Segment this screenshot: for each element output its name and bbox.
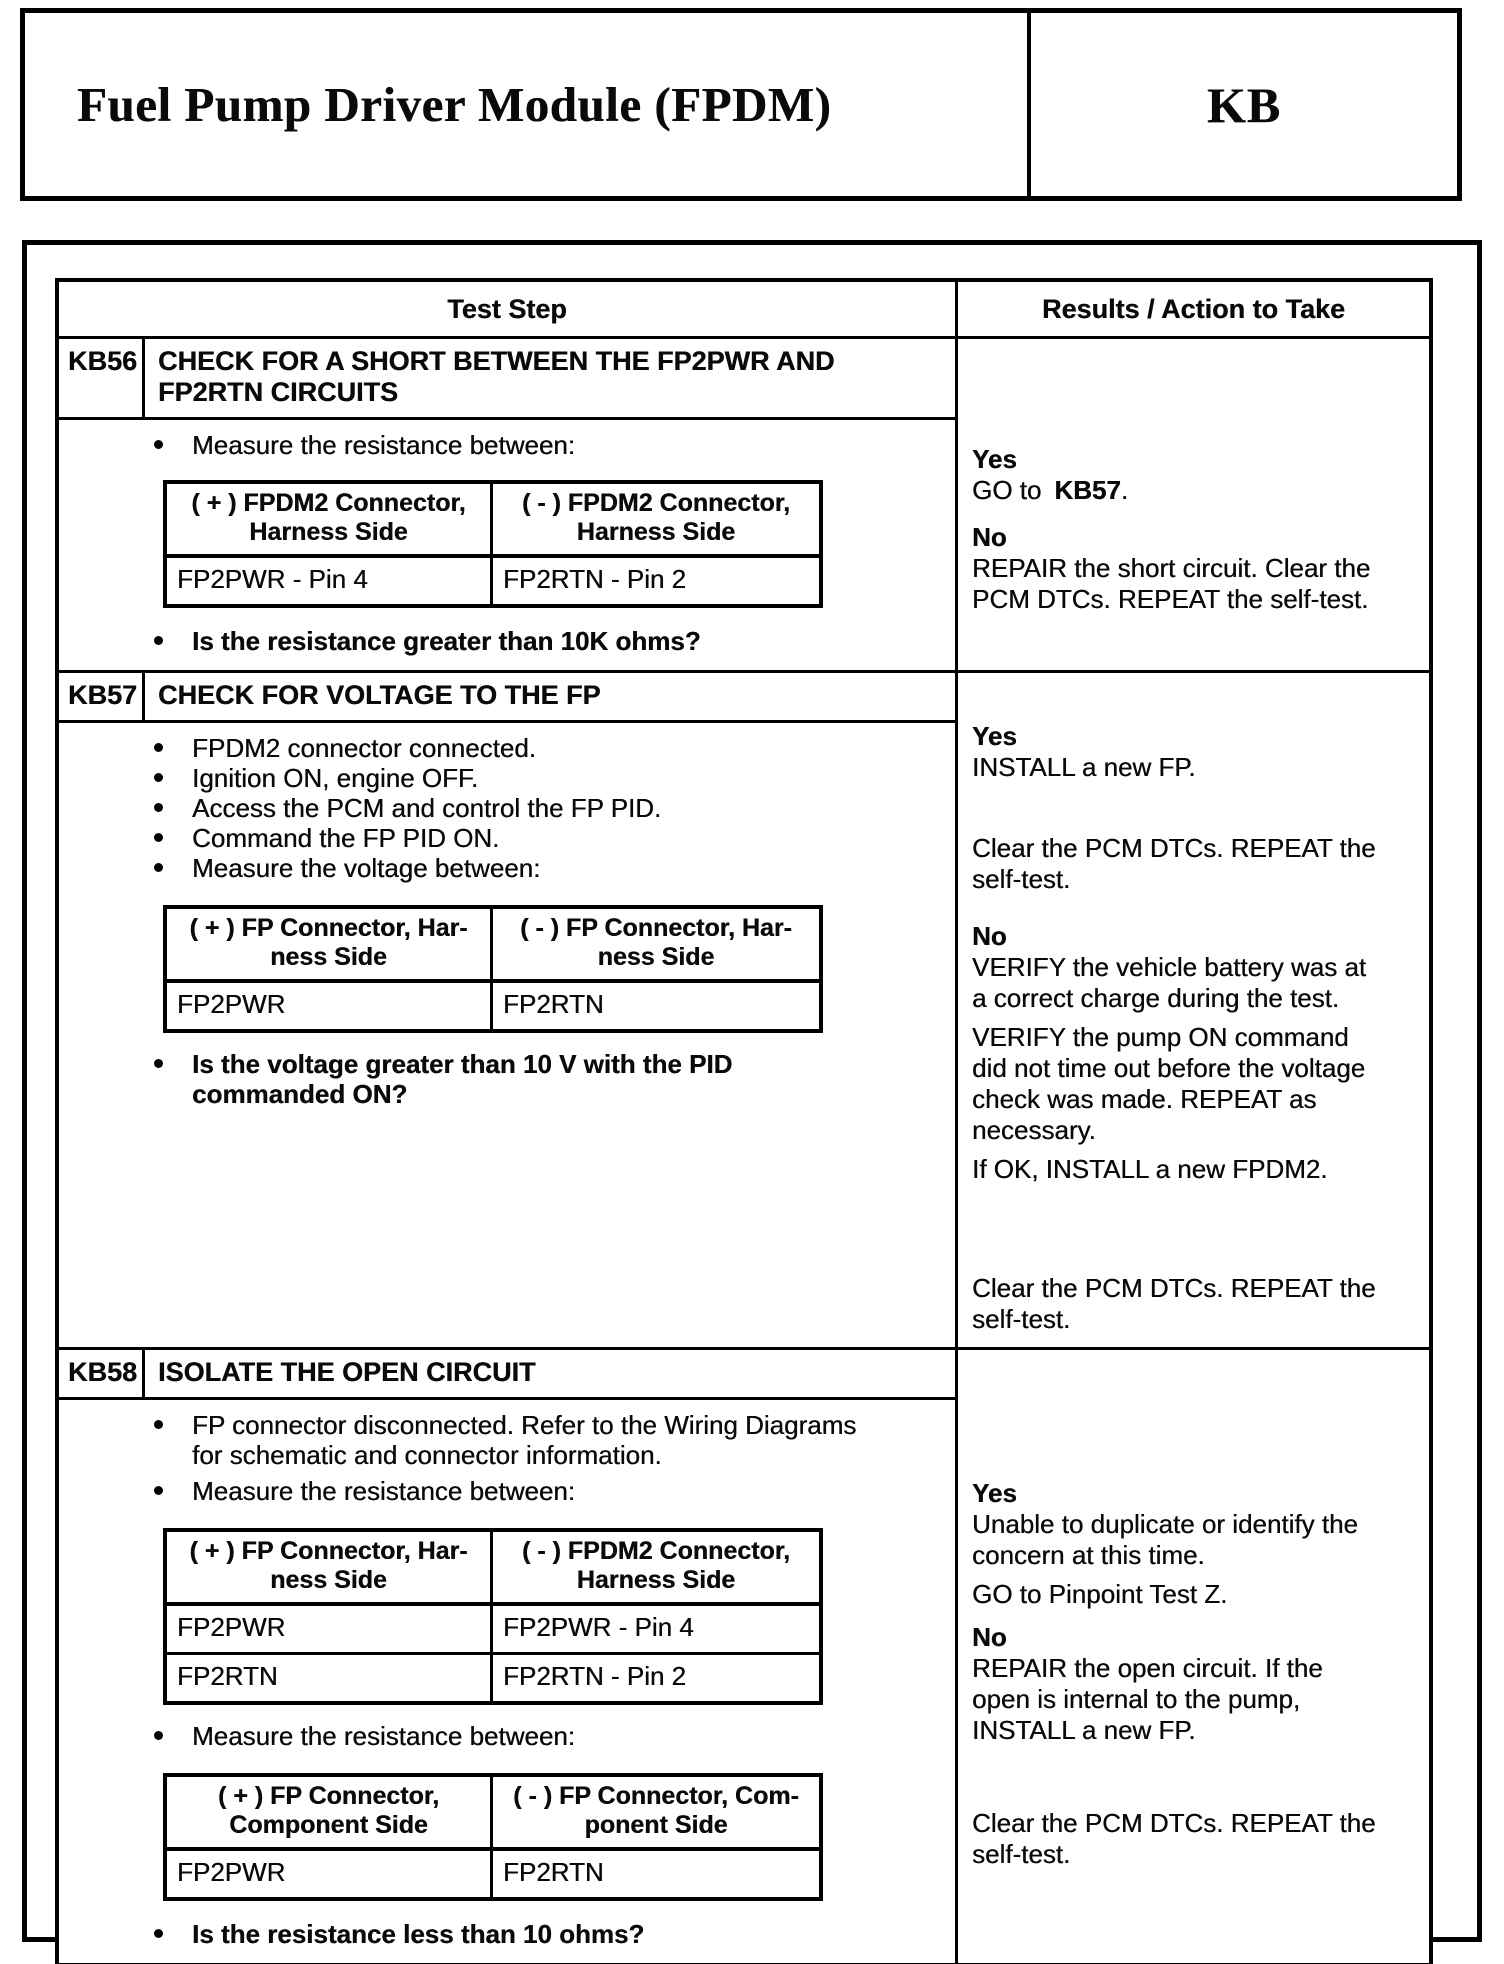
yes-label: Yes [972,721,1017,751]
test-step-cell-kb58 [59,1350,958,1963]
header-line: ponent Side [584,1811,728,1839]
connector-table-data-cell: FP2PWR - Pin 4 [503,1612,694,1642]
header-line: ness Side [270,1566,387,1594]
step-title-row [59,673,955,723]
connector-table-header-cell [167,484,493,554]
bullet-item [59,1410,955,1470]
question-item [59,1049,955,1109]
bullet-text: Access the PCM and control the FP PID. [192,793,662,823]
step-title-line: ISOLATE THE OPEN CIRCUIT [158,1357,536,1387]
header-line: ( + ) FP Connector, [217,1782,440,1810]
step-title-row [59,1350,955,1400]
step-id: KB56 [59,339,145,417]
pinpoint-test-table [55,278,1433,1964]
result-line: self-test. [972,1839,1071,1869]
connector-table [163,480,823,608]
connector-table-header-row [167,1777,819,1851]
connector-table-data-row [167,1652,819,1701]
question-item [59,1919,955,1949]
bullet-text: Measure the resistance between: [192,1476,575,1506]
result-line: did not time out before the voltage [972,1053,1366,1083]
header-line: ness Side [270,943,387,971]
step-row-kb56 [59,339,1429,673]
connector-table-data-cell: FP2RTN - Pin 2 [503,1661,687,1691]
header-line: ( - ) FPDM2 Connector, [521,489,791,517]
step-row-kb57 [59,673,1429,1350]
question-line: commanded ON? [192,1079,408,1109]
result-line: VERIFY the vehicle battery was at [972,952,1367,982]
bullet-text: Measure the resistance between: [192,1721,575,1751]
step-title-line: CHECK FOR VOLTAGE TO THE FP [158,680,601,710]
page-header-box [20,8,1462,201]
result-line: necessary. [972,1115,1096,1145]
results-cell-kb58 [958,1350,1429,1963]
step-title-line: FP2RTN CIRCUITS [158,377,399,407]
step-title [145,339,845,417]
bullet-item [59,793,955,823]
results-cell-kb57 [958,673,1429,1347]
step-row-kb58 [59,1350,1429,1963]
no-label: No [972,921,1007,951]
connector-table-data-cell: FP2RTN - Pin 2 [503,564,687,594]
connector-table [163,905,823,1033]
result-line: VERIFY the pump ON command [972,1022,1349,1052]
result-paragraph [972,1653,1421,1746]
result-line: Clear the PCM DTCs. REPEAT the [972,1808,1376,1838]
connector-table-data-cell: FP2RTN [503,989,604,1019]
pinpoint-test-code: KB [1206,76,1282,133]
result-line: INSTALL a new FP. [972,752,1196,782]
page-title: Fuel Pump Driver Module (FPDM) [77,77,832,132]
yes-label: Yes [972,1478,1017,1508]
goto-suffix: . [1120,475,1129,505]
header-line: ( + ) FP Connector, Har- [189,914,468,942]
question-text: Is the resistance greater than 10K ohms? [192,626,701,656]
bullet-icon [154,743,163,752]
connector-table-data-row [167,1606,819,1652]
bullet-text: Measure the resistance between: [192,430,575,460]
connector-table-data-cell: FP2PWR [167,983,493,1029]
bullet-text: Command the FP PID ON. [192,823,500,853]
connector-table-header-cell [167,909,493,979]
bullet-icon [154,440,163,449]
bullet-icon [154,833,163,842]
bullet-item [59,823,955,853]
step-title-line: CHECK FOR A SHORT BETWEEN THE FP2PWR AND [158,346,835,376]
result-line: REPAIR the short circuit. Clear the [972,553,1371,583]
bullet-icon [154,1731,163,1740]
results-cell-kb56 [958,339,1429,670]
header-code-cell [1027,13,1457,196]
bullet-icon [154,773,163,782]
step-body [59,723,955,1123]
connector-table-data-cell: FP2RTN [167,1655,493,1701]
header-line: ( - ) FPDM2 Connector, [521,1537,791,1565]
connector-table-header-cell [493,484,819,554]
procedure-box [22,240,1482,1949]
yes-label: Yes [972,444,1017,474]
bullet-icon [154,1420,163,1429]
bullet-icon [154,1486,163,1495]
step-title-row [59,339,955,420]
result-line: Unable to duplicate or identify the [972,1509,1358,1539]
result-line: check was made. REPEAT as [972,1084,1317,1114]
connector-table [163,1773,823,1901]
question-text: Is the resistance less than 10 ohms? [192,1919,645,1949]
header-line: Component Side [229,1811,428,1839]
test-step-cell-kb57 [59,673,958,1347]
question-text [192,1049,955,1109]
results-column-header: Results / Action to Take [1041,294,1346,324]
bullet-text [192,1410,955,1470]
result-line: Clear the PCM DTCs. REPEAT the [972,1273,1376,1303]
step-id: KB58 [59,1350,145,1397]
header-line: ness Side [597,943,715,971]
connector-table-header-cell [167,1777,493,1847]
step-body [59,1400,955,1963]
connector-table-header-cell [167,1532,493,1602]
result-line: REPAIR the open circuit. If the [972,1653,1323,1683]
test-step-column-header: Test Step [59,282,958,336]
connector-table-data-cell: FP2PWR - Pin 4 [167,558,493,604]
result-line: PCM DTCs. REPEAT the self-test. [972,584,1369,614]
header-title-cell [25,13,1027,196]
goto-step-reference: KB57 [1054,475,1121,505]
test-step-cell-kb56 [59,339,958,670]
header-line: Harness Side [576,1566,736,1594]
header-line: ( + ) FPDM2 Connector, [191,489,466,517]
result-line: GO to Pinpoint Test Z. [972,1579,1228,1609]
result-line: Clear the PCM DTCs. REPEAT the [972,833,1376,863]
bullet-item [59,430,955,460]
step-body [59,420,955,670]
result-paragraph [972,1022,1421,1146]
result-line: INSTALL a new FP. [972,1715,1196,1745]
header-line: ( - ) FP Connector, Com- [513,1782,799,1810]
connector-table-data-cell: FP2RTN [503,1857,604,1887]
question-line: Is the voltage greater than 10 V with the PID [192,1049,733,1079]
connector-table-header-cell [493,1777,819,1847]
goto-text: GO to [972,475,1042,505]
header-line: Harness Side [576,518,736,546]
no-label: No [972,522,1007,552]
bullet-text: Ignition ON, engine OFF. [192,763,479,793]
connector-table-header-cell [493,1532,819,1602]
result-line: self-test. [972,864,1071,894]
result-paragraph [972,1509,1421,1571]
bullet-item [59,763,955,793]
header-line: Harness Side [249,518,408,546]
no-label: No [972,1622,1007,1652]
connector-table-header-row [167,1532,819,1606]
bullet-icon [154,803,163,812]
bullet-icon [154,1929,163,1938]
connector-table [163,1528,823,1705]
question-item [59,626,955,656]
result-line: open is internal to the pump, [972,1684,1301,1714]
connector-table-header-row [167,484,819,558]
bullet-icon [154,636,163,645]
connector-table-data-cell: FP2PWR [167,1606,493,1652]
bullet-text: Measure the voltage between: [192,853,541,883]
table-header-row [59,282,1429,339]
result-paragraph [972,1808,1421,1870]
bullet-item [59,853,955,883]
bullet-icon [154,1059,163,1068]
bullet-icon [154,863,163,872]
result-line: concern at this time. [972,1540,1205,1570]
result-line: a correct charge during the test. [972,983,1340,1013]
header-line: ( + ) FP Connector, Har- [189,1537,468,1565]
result-line: If OK, INSTALL a new FPDM2. [972,1154,1328,1184]
bullet-item [59,733,955,763]
step-title [145,1350,546,1397]
result-paragraph [972,553,1421,615]
step-title [145,673,611,720]
bullet-line: for schematic and connector information. [192,1440,662,1470]
result-paragraph [972,952,1421,1014]
bullet-item [59,1476,955,1506]
connector-table-data-cell: FP2PWR [167,1851,493,1897]
bullet-text: FPDM2 connector connected. [192,733,536,763]
bullet-item [59,1721,955,1751]
result-paragraph [972,833,1421,895]
bullet-line: FP connector disconnected. Refer to the Wiring Diagrams [192,1410,857,1440]
result-paragraph [972,1273,1421,1335]
connector-table-header-row [167,909,819,983]
result-line [972,475,1421,506]
connector-table-header-cell [493,909,819,979]
connector-table-data-row [167,558,819,604]
result-line: self-test. [972,1304,1071,1334]
connector-table-data-row [167,983,819,1029]
connector-table-data-row [167,1851,819,1897]
header-line: ( - ) FP Connector, Har- [520,914,792,942]
step-id: KB57 [59,673,145,720]
